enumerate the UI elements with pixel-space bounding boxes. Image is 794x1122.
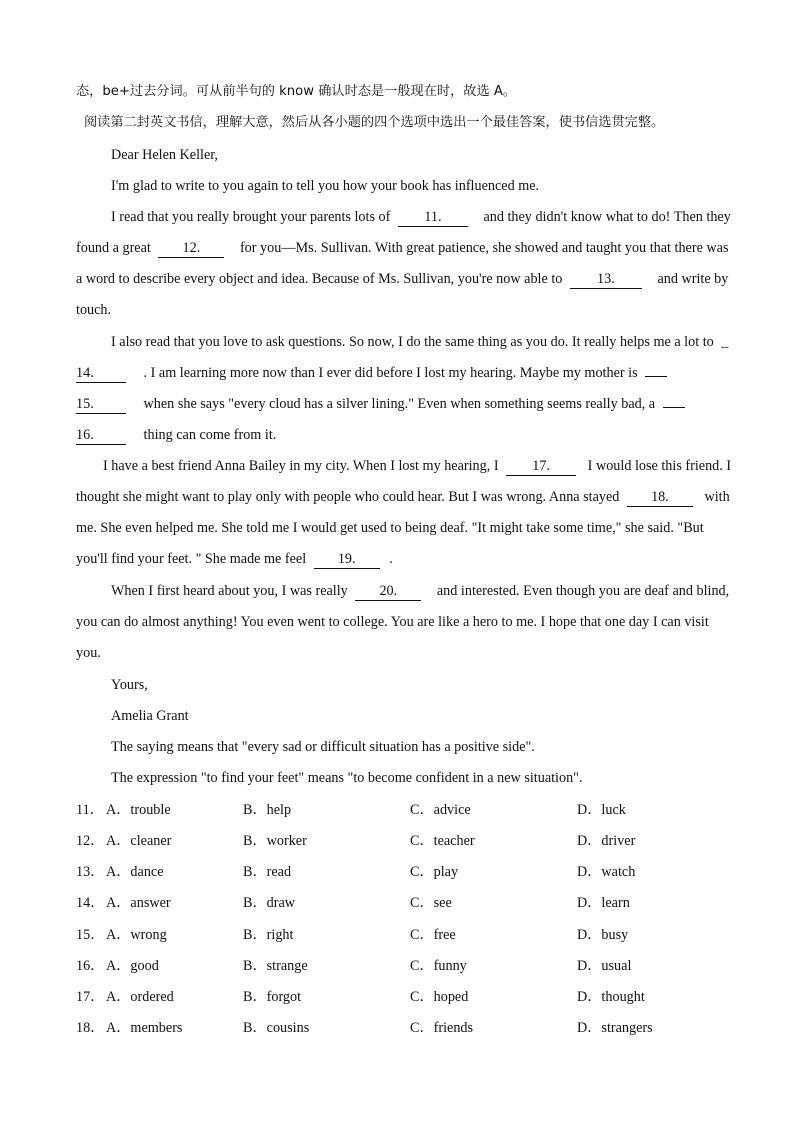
option-c[interactable]: C．teacher <box>410 833 475 849</box>
option-a[interactable]: A．good <box>106 958 159 974</box>
note-saying: The saying means that "every sad or difficult situation has a positive side". <box>111 739 535 755</box>
question-row-17 <box>76 987 174 1007</box>
text: . I am learning more now than I ever did before I lost my hearing. Maybe my mother is <box>143 365 638 381</box>
text: I read that you really brought your parents lots of <box>111 209 391 225</box>
text: I also read that you love to ask questions. So now, I do the same thing as you do. It really helps me a lot to <box>111 334 714 350</box>
letter-line <box>111 332 728 352</box>
option-c[interactable]: C．friends <box>410 1020 474 1036</box>
letter-line <box>103 456 731 476</box>
question-row-16 <box>76 956 159 976</box>
question-row-13 <box>76 862 164 882</box>
option-d[interactable]: D．driver <box>577 833 636 849</box>
text: and write by <box>657 271 729 287</box>
text: a word to describe every object and idea. Because of Ms. Sullivan, you're now able to <box>76 271 563 287</box>
letter-line: you can do almost anything! You even went to college. You are like a hero to me. I hope that one day I can visit <box>76 614 709 630</box>
note-expression: The expression "to find your feet" means "to become confident in a new situation". <box>111 770 583 786</box>
question-number: 13． <box>76 864 105 880</box>
option-b[interactable]: B．worker <box>243 833 307 849</box>
letter-closing: Yours, <box>111 677 148 693</box>
letter-line: touch. <box>76 302 112 318</box>
option-a[interactable]: A．wrong <box>106 927 167 943</box>
option-c[interactable]: C．hoped <box>410 989 469 1005</box>
text: with <box>704 489 730 505</box>
option-a[interactable]: A．cleaner <box>106 833 172 849</box>
blank-12: 12. <box>158 240 224 258</box>
option-c[interactable]: C．see <box>410 895 452 911</box>
question-row-11 <box>76 800 171 820</box>
option-b[interactable]: B．right <box>243 927 294 943</box>
letter-line <box>76 549 393 569</box>
letter-line: you. <box>76 645 101 661</box>
option-b[interactable]: B．cousins <box>243 1020 310 1036</box>
option-b[interactable]: B．draw <box>243 895 296 911</box>
blank-lead: _ <box>721 334 729 350</box>
option-a[interactable]: A．ordered <box>106 989 174 1005</box>
text: and interested. Even though you are deaf and blind, <box>436 583 730 599</box>
question-number: 12． <box>76 833 105 849</box>
letter-paragraph-1: I'm glad to write to you again to tell you how your book has influenced me. <box>111 178 540 194</box>
letter-greeting: Dear Helen Keller, <box>111 147 218 163</box>
blank-14: 14. <box>76 365 126 383</box>
text: thought she might want to play only with people who could hear. But I was wrong. Anna stayed <box>76 489 620 505</box>
option-a[interactable]: A．answer <box>106 895 171 911</box>
question-row-15 <box>76 925 167 945</box>
question-number: 18． <box>76 1020 105 1036</box>
letter-line <box>76 363 667 383</box>
option-c[interactable]: C．play <box>410 864 459 880</box>
question-row-12 <box>76 831 171 851</box>
text: when she says "every cloud has a silver lining." Even when something seems really bad, a <box>143 396 656 412</box>
blank-18: 18. <box>627 489 693 507</box>
option-d[interactable]: D．usual <box>577 958 632 974</box>
option-b[interactable]: B．strange <box>243 958 308 974</box>
option-c[interactable]: C．advice <box>410 802 471 818</box>
option-d[interactable]: D．watch <box>577 864 636 880</box>
letter-line <box>76 425 276 445</box>
letter-line <box>76 487 730 507</box>
letter-line <box>111 207 731 227</box>
text: . <box>389 551 393 567</box>
question-row-14 <box>76 893 171 913</box>
blank-20: 20. <box>355 583 421 601</box>
letter-signature: Amelia Grant <box>111 708 189 724</box>
blank-lead-line <box>663 407 685 408</box>
blank-19: 19. <box>314 551 380 569</box>
letter-line <box>76 394 685 414</box>
question-number: 14． <box>76 895 105 911</box>
question-number: 15． <box>76 927 105 943</box>
letter-line <box>76 238 728 258</box>
blank-11: 11. <box>398 209 468 227</box>
option-c[interactable]: C．funny <box>410 958 467 974</box>
text: for you—Ms. Sullivan. With great patience, she showed and taught you that there was <box>239 240 729 256</box>
option-a[interactable]: A．dance <box>106 864 164 880</box>
question-number: 17． <box>76 989 105 1005</box>
text: you'll find your feet. " She made me feel <box>76 551 307 567</box>
question-number: 16． <box>76 958 105 974</box>
option-b[interactable]: B．help <box>243 802 292 818</box>
letter-line <box>111 581 729 601</box>
blank-16: 16. <box>76 427 126 445</box>
option-d[interactable]: D．busy <box>577 927 629 943</box>
blank-13: 13. <box>570 271 642 289</box>
option-b[interactable]: B．read <box>243 864 292 880</box>
option-d[interactable]: D．strangers <box>577 1020 653 1036</box>
text: I have a best friend Anna Bailey in my city. When I lost my hearing, I <box>103 458 499 474</box>
text: When I first heard about you, I was really <box>111 583 348 599</box>
letter-line: me. She even helped me. She told me I would get used to being deaf. "It might take some time," she said. "But <box>76 520 704 536</box>
blank-lead-line <box>645 376 667 377</box>
question-row-18 <box>76 1018 182 1038</box>
option-c[interactable]: C．free <box>410 927 456 943</box>
blank-15: 15. <box>76 396 126 414</box>
option-d[interactable]: D．luck <box>577 802 626 818</box>
option-a[interactable]: A．members <box>106 1020 183 1036</box>
question-number: 11． <box>76 802 104 818</box>
text: I would lose this friend. I <box>587 458 732 474</box>
option-d[interactable]: D．learn <box>577 895 630 911</box>
intro-line: 态，be+过去分词。可从前半句的 know 确认时态是一般现在时，故选 A。 <box>76 84 517 99</box>
option-a[interactable]: A．trouble <box>106 802 171 818</box>
option-b[interactable]: B．forgot <box>243 989 302 1005</box>
instruction: 阅读第二封英文书信，理解大意，然后从各小题的四个选项中选出一个最佳答案，使书信选贯完整。 <box>84 115 665 130</box>
letter-line <box>76 269 728 289</box>
blank-17: 17. <box>506 458 576 476</box>
text: thing can come from it. <box>143 427 277 443</box>
text: and they didn't know what to do! Then they <box>483 209 731 225</box>
option-d[interactable]: D．thought <box>577 989 645 1005</box>
text: found a great <box>76 240 151 256</box>
